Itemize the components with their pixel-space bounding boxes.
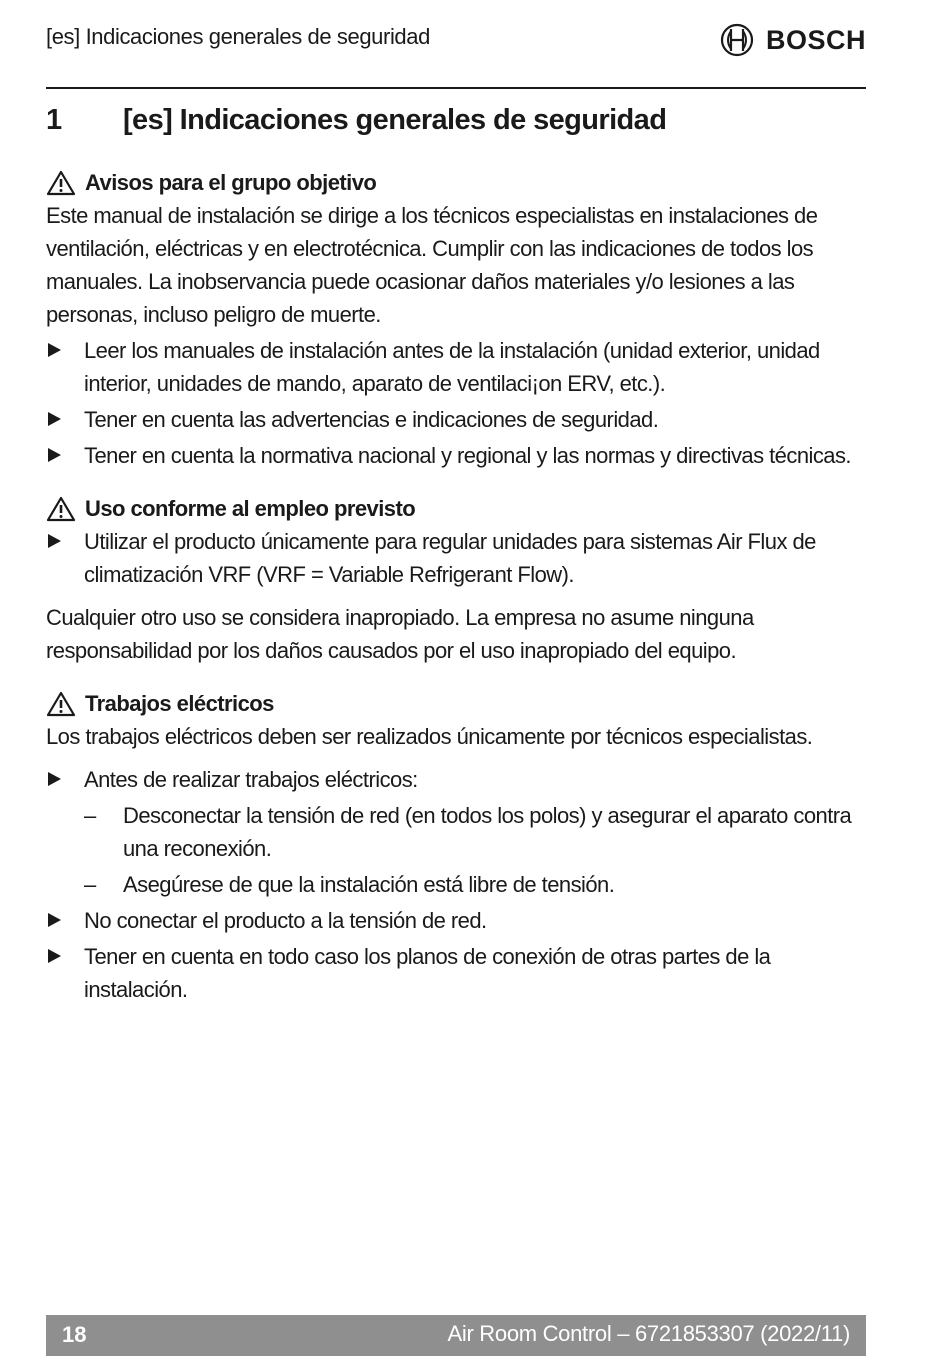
sub-list-item (46, 799, 866, 865)
sub-list-dash: – (84, 803, 96, 828)
bullet-item (46, 334, 866, 400)
chapter-number: 1 (46, 104, 62, 136)
page-footer (46, 1315, 866, 1356)
bullet-text: Tener en cuenta en todo caso los planos de conexión de otras partes de la instalación. (84, 944, 771, 1002)
bullet-text: Tener en cuenta las advertencias e indicaciones de seguridad. (84, 407, 659, 432)
section-paragraph: Los trabajos eléctricos deben ser realizados únicamente por técnicos especialistas. (46, 724, 813, 749)
bullet-item (46, 940, 866, 1006)
bullet-arrow-icon (48, 412, 61, 426)
bullet-text: Tener en cuenta la normativa nacional y regional y las normas y directivas técnicas. (84, 443, 851, 468)
bosch-logo (720, 22, 866, 58)
chapter-title: [es] Indicaciones generales de seguridad (123, 104, 667, 136)
bullet-text: No conectar el producto a la tensión de red. (84, 908, 487, 933)
manual-page (46, 0, 866, 1365)
bullet-arrow-icon (48, 448, 61, 462)
logo-wordmark: BOSCH (765, 24, 866, 55)
section-title: Uso conforme al empleo previsto (85, 496, 416, 521)
chapter-heading (46, 104, 866, 137)
bullet-arrow-icon (48, 913, 61, 927)
page-content (46, 166, 866, 1006)
warning-triangle-icon (46, 170, 76, 196)
page-number: 18 (62, 1322, 87, 1347)
bullet-item (46, 525, 866, 591)
footer-doc-info: Air Room Control – 6721853307 (2022/11) (447, 1321, 850, 1346)
bullet-item (46, 439, 866, 472)
bullet-item (46, 403, 866, 436)
bosch-armature-icon (720, 23, 754, 57)
sub-list-item (46, 868, 866, 901)
section-paragraph: Este manual de instalación se dirige a los técnicos especialistas en instalaciones de ventilación, eléctricas y en electrotécnica. Cumplir con las indicaciones de todos los manuales. La inobservancia puede ocasionar daños materiales y/o lesiones a las personas, incluso peligro de muerte. (46, 203, 818, 327)
section-heading (46, 166, 866, 199)
sub-list-dash: – (84, 872, 96, 897)
warning-triangle-icon (46, 496, 76, 522)
section-title: Trabajos eléctricos (85, 691, 274, 716)
bullet-arrow-icon (48, 949, 61, 963)
section-title: Avisos para el grupo objetivo (85, 170, 377, 195)
bullet-arrow-icon (48, 772, 61, 786)
sub-list-text: Desconectar la tensión de red (en todos los polos) y asegurar el aparato contra una reconexión. (123, 803, 852, 861)
running-header (46, 22, 866, 58)
bullet-text: Utilizar el producto únicamente para regular unidades para sistemas Air Flux de climatización VRF (VRF = Variable Refrigerant Flow). (84, 529, 816, 587)
section-paragraph: Cualquier otro uso se considera inapropiado. La empresa no asume ninguna responsabilidad por los daños causados por el uso inapropiado del equipo. (46, 605, 754, 663)
bullet-item (46, 904, 866, 937)
bullet-arrow-icon (48, 534, 61, 548)
running-header-title: [es] Indicaciones generales de seguridad (46, 24, 430, 49)
section-heading (46, 492, 866, 525)
bullet-text: Antes de realizar trabajos eléctricos: (84, 767, 418, 792)
sub-list-text: Asegúrese de que la instalación está libre de tensión. (123, 872, 615, 897)
section-heading (46, 687, 866, 720)
warning-triangle-icon (46, 691, 76, 717)
bullet-item (46, 763, 866, 796)
bullet-text: Leer los manuales de instalación antes de la instalación (unidad exterior, unidad interior, unidades de mando, aparato de ventilaci¡on ERV, etc.). (84, 338, 820, 396)
bullet-arrow-icon (48, 343, 61, 357)
header-divider (46, 87, 866, 89)
